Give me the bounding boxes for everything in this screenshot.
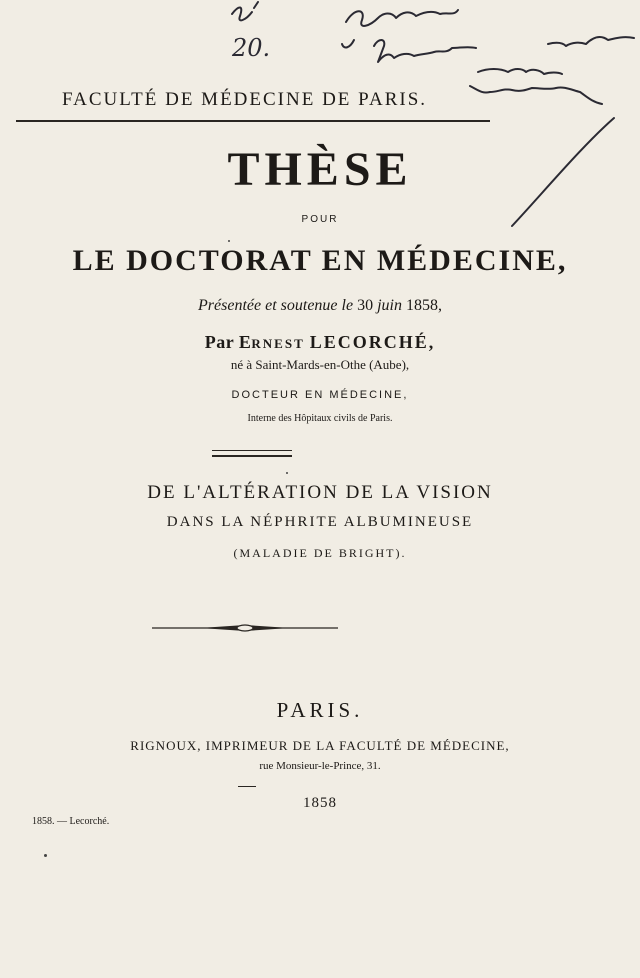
presentation-line: [0, 297, 640, 315]
printer-line: RIGNOUX, IMPRIMEUR DE LA FACULTÉ DE MÉDECINE,: [130, 738, 510, 753]
imprint-city: PARIS.: [276, 698, 364, 722]
thesis-title: THÈSE: [227, 143, 413, 196]
presented-text: Présentée et soutenue le: [198, 297, 354, 314]
speck: [228, 240, 230, 242]
subject-line-1: DE L'ALTÉRATION DE LA VISION: [147, 482, 493, 503]
subject-line-3: (MALADIE DE BRIGHT).: [233, 546, 407, 560]
footer-note: 1858. — Lecorché.: [32, 816, 110, 827]
ornamental-rule: [150, 620, 340, 636]
handwritten-number: 20.: [232, 34, 271, 62]
imprint-year: 1858: [303, 795, 337, 811]
defense-year: 1858,: [405, 297, 442, 314]
double-rule: [212, 450, 292, 457]
author-line: [0, 332, 640, 353]
pour-label: POUR: [301, 214, 339, 225]
birthplace-line: né à Saint-Mards-en-Othe (Aube),: [230, 357, 410, 372]
faculty-header: FACULTÉ DE MÉDECINE DE PARIS.: [62, 89, 428, 110]
par-word: Par: [204, 332, 234, 352]
defense-month: juin: [377, 297, 402, 314]
author-first-name: RNEST: [251, 336, 305, 351]
header-rule: [16, 120, 490, 122]
speck: [44, 854, 47, 857]
printer-address: rue Monsieur-le-Prince, 31.: [259, 760, 381, 772]
year-rule: [238, 786, 256, 787]
defense-day: 30: [357, 297, 374, 314]
subject-line-2: DANS LA NÉPHRITE ALBUMINEUSE: [166, 514, 474, 530]
doctor-title: DOCTEUR EN MÉDECINE,: [231, 389, 409, 401]
author-surname: LECORCHÉ,: [309, 332, 436, 352]
degree-line: LE DOCTORAT EN MÉDECINE,: [72, 244, 568, 277]
intern-line: Interne des Hôpitaux civils de Paris.: [247, 413, 393, 424]
speck: [286, 472, 288, 474]
author-first-initial: E: [238, 332, 252, 352]
